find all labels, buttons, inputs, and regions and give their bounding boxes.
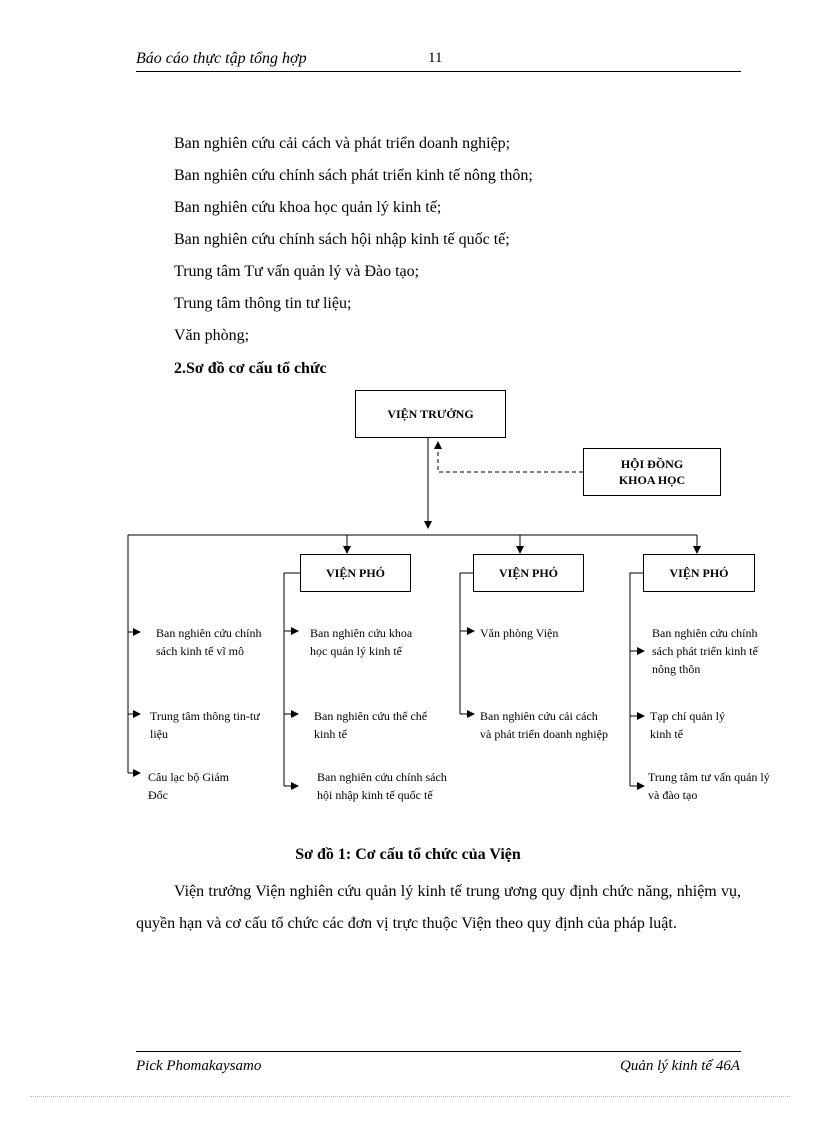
deputy-box: VIỆN PHÓ — [473, 554, 584, 592]
deputy-box: VIỆN PHÓ — [300, 554, 411, 592]
unit-label: Ban nghiên cứu chính sách hội nhập kinh tế quốc tế — [317, 770, 447, 802]
unit-label: Câu lạc bộ Giám Đốc — [148, 770, 229, 802]
unit-label: Ban nghiên cứu chính sách phát triển kinh tế nông thôn — [652, 626, 758, 676]
deputy-box: VIỆN PHÓ — [643, 554, 755, 592]
footer-author: Pick Phomakaysamo — [136, 1058, 262, 1074]
unit-label: Ban nghiên cứu thể chế kinh tế — [314, 709, 428, 741]
council-box — [583, 448, 721, 496]
diagram-caption: Sơ đồ 1: Cơ cấu tổ chức của Viện — [295, 846, 521, 863]
list-item: Ban nghiên cứu chính sách hội nhập kinh tế quốc tế; — [174, 231, 510, 248]
council-label-line1: HỘI ĐỒNG — [620, 457, 684, 471]
unit-label: Ban nghiên cứu khoa học quản lý kinh tế — [310, 626, 413, 658]
list-item: Ban nghiên cứu cải cách và phát triển doanh nghiệp; — [174, 135, 511, 152]
list-item: Ban nghiên cứu chính sách phát triển kinh tế nông thôn; — [174, 167, 533, 184]
list-item: Ban nghiên cứu khoa học quản lý kinh tế; — [174, 199, 442, 216]
unit-label: Tạp chí quản lý kinh tế — [650, 709, 725, 741]
list-item: Trung tâm thông tin tư liệu; — [174, 295, 352, 312]
director-box: VIỆN TRƯỞNG — [355, 390, 506, 438]
page-number: 11 — [428, 50, 443, 66]
section-heading: 2.Sơ đồ cơ cấu tổ chức — [174, 360, 327, 377]
list-item: Trung tâm Tư vấn quản lý và Đào tạo; — [174, 263, 420, 280]
council-dashed-connector — [438, 442, 583, 472]
col4-spine — [630, 573, 643, 786]
col2-spine — [284, 573, 300, 786]
header-title: Báo cáo thực tập tổng hợp — [136, 50, 307, 67]
body-paragraph: Viện trưởng Viện nghiên cứu quản lý kinh tế trung ương quy định chức năng, nhiệm vụ, quyền hạn và cơ cấu tổ chức các đơn vị trực thuộc Viện theo quy định của pháp luật. — [136, 883, 741, 932]
unit-label: Trung tâm thông tin-tư liệu — [150, 709, 260, 741]
unit-label: Văn phòng Viện — [480, 626, 559, 640]
col3-spine — [460, 573, 473, 714]
unit-label: Ban nghiên cứu chính sách kinh tế vĩ mô — [156, 626, 262, 658]
footer-rule — [136, 1051, 741, 1052]
unit-label: Trung tâm tư vấn quản lý và đào tạo — [648, 770, 770, 802]
list-item: Văn phòng; — [174, 327, 250, 344]
page-bottom-divider — [30, 1096, 790, 1097]
council-label-line2: KHOA HỌC — [618, 473, 686, 487]
footer-class: Quản lý kinh tế 46A — [620, 1058, 740, 1074]
unit-label: Ban nghiên cứu cải cách và phát triển doanh nghiệp — [480, 709, 608, 741]
